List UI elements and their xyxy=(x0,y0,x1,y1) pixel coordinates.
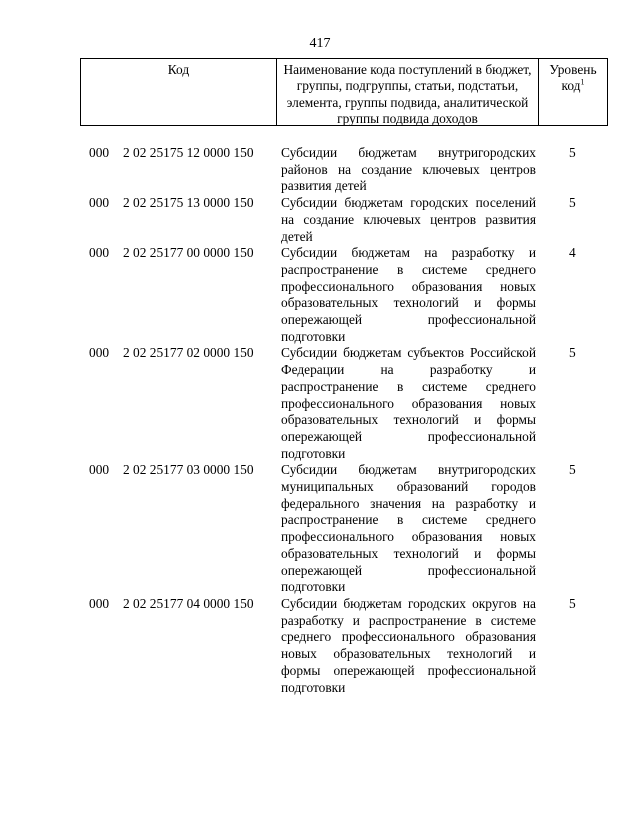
row-name: Субсидии бюджетам городских поселений на создание ключевых центров развития детей xyxy=(281,195,536,244)
table-header xyxy=(80,58,608,126)
table-row xyxy=(0,145,640,195)
row-revenue-code: 2 02 25177 00 0000 150 xyxy=(123,245,254,261)
table-body xyxy=(0,145,640,696)
table-row xyxy=(0,596,640,696)
table-row xyxy=(0,195,640,245)
table-row xyxy=(0,345,640,462)
row-name: Субсидии бюджетам внутригородских муниципальных образований городов федерального значения на разработку и распространение в системе среднего профессионального образования новых образовательных технологий и формы опережающей профессиональной подготовки xyxy=(281,462,536,595)
row-admin-code: 000 xyxy=(89,195,110,211)
header-level xyxy=(539,59,607,125)
row-admin-code: 000 xyxy=(89,245,110,261)
row-level: 5 xyxy=(569,595,576,611)
row-level: 5 xyxy=(569,345,576,361)
row-admin-code: 000 xyxy=(89,462,110,478)
row-admin-code: 000 xyxy=(89,145,110,160)
row-name: Субсидии бюджетам субъектов Российской Федерации на разработку и распространение в системе среднего профессионального образования новых образовательных технологий и формы опережающей профессиональной подготовки xyxy=(281,345,536,461)
row-level: 4 xyxy=(569,245,576,261)
row-admin-code: 000 xyxy=(89,345,110,361)
row-revenue-code: 2 02 25175 13 0000 150 xyxy=(123,195,254,211)
row-name: Субсидии бюджетам на разработку и распространение в системе среднего профессионального образования новых образовательных технологий и формы опережающей профессиональной подготовки xyxy=(281,245,536,344)
header-name: Наименование кода поступлений в бюджет, группы, подгруппы, статьи, подстатьи, элемента, группы подвида, аналитической группы подвида доходов xyxy=(277,59,539,125)
row-revenue-code: 2 02 25175 12 0000 150 xyxy=(123,145,254,160)
header-level-footnote: 1 xyxy=(580,77,585,87)
table-row xyxy=(0,462,640,596)
row-admin-code: 000 xyxy=(89,595,110,611)
row-level: 5 xyxy=(569,462,576,478)
row-name: Субсидии бюджетам городских округов на разработку и распространение в системе среднего профессионального образования новых образовательных технологий и формы опережающей профессиональной подготовки xyxy=(281,595,536,695)
row-revenue-code: 2 02 25177 03 0000 150 xyxy=(123,462,254,478)
row-revenue-code: 2 02 25177 02 0000 150 xyxy=(123,345,254,361)
table-row xyxy=(0,245,640,345)
row-revenue-code: 2 02 25177 04 0000 150 xyxy=(123,595,254,611)
page-number: 417 xyxy=(309,36,331,51)
header-code: Код xyxy=(81,59,277,125)
row-level: 5 xyxy=(569,145,576,160)
row-name: Субсидии бюджетам внутригородских районов на создание ключевых центров развития детей xyxy=(281,145,536,194)
row-level: 5 xyxy=(569,195,576,211)
header-level-label: Уровень код xyxy=(549,62,597,94)
